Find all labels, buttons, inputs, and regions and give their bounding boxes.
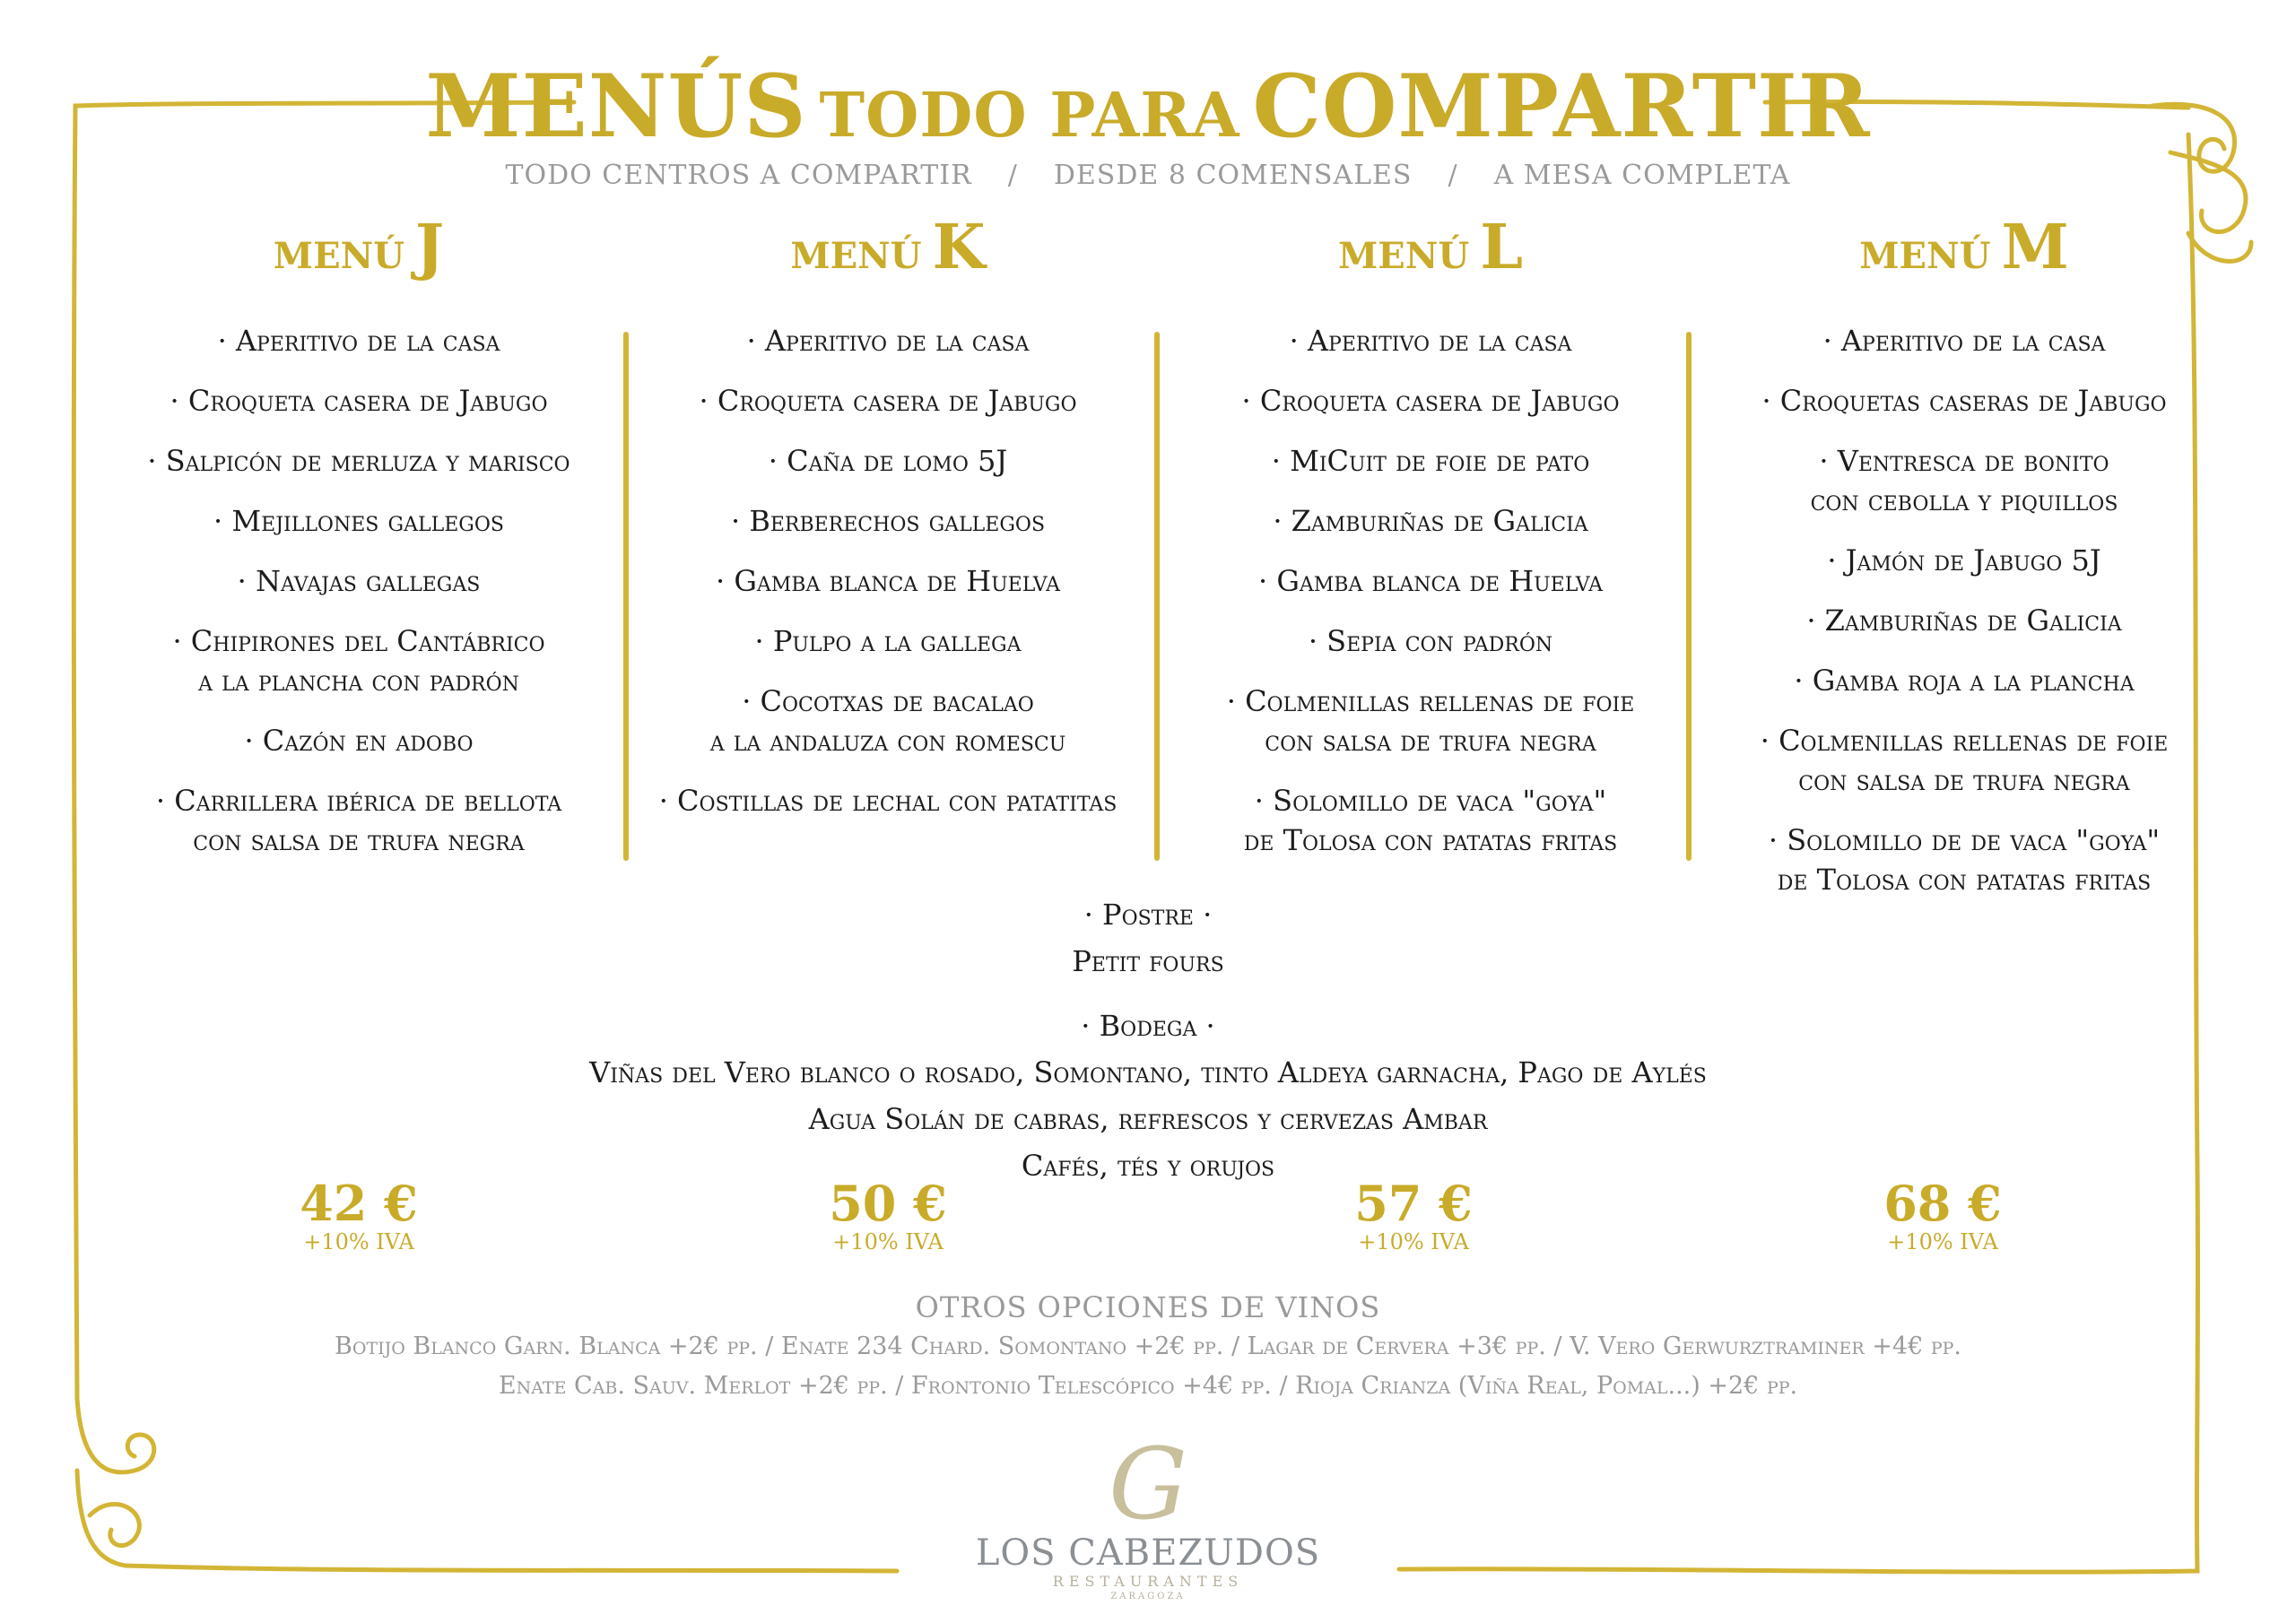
bodega-section <box>0 1002 2296 1189</box>
bodega-line: Viñas del Vero blanco o rosado, Somontano, tinto Aldeya garnacha, Pago de Aylés <box>589 1055 1707 1089</box>
menu-items-k <box>637 321 1139 841</box>
price-menu-l <box>1279 1176 1548 1254</box>
menu-item: · Gamba roja a la plancha <box>1794 664 2135 698</box>
title-compartir: COMPARTIR <box>1252 56 1871 157</box>
column-divider <box>1686 332 1692 861</box>
menu-item: · Cocotxas de bacalao a la andaluza con romescu <box>709 684 1066 758</box>
dessert-section <box>0 891 2296 985</box>
menu-title-word: MENÚ <box>1337 235 1470 277</box>
subtitle-separator: / <box>1007 160 1018 191</box>
dessert-text: Petit fours <box>1072 944 1224 978</box>
menu-item: · Salpicón de merluza y marisco <box>147 444 570 478</box>
menu-item: · Solomillo de vaca "goya" de Tolosa con patatas fritas <box>1243 784 1618 857</box>
menu-item: · Aperitivo de la casa <box>1289 324 1572 358</box>
menu-item: · Colmenillas rellenas de foie con salsa de trufa negra <box>1760 724 2169 797</box>
price-menu-m <box>1808 1176 2077 1254</box>
column-divider <box>623 332 629 861</box>
price-amount: 42 € <box>300 1175 418 1232</box>
subtitle-item: DESDE 8 COMENSALES <box>1053 160 1413 191</box>
menu-item: · Aperitivo de la casa <box>1822 324 2106 358</box>
menu-item: · Caña de lomo 5J <box>768 444 1008 478</box>
price-menu-k <box>753 1176 1022 1254</box>
menu-item: · Solomillo de de vaca "goya" de Tolosa con patatas fritas <box>1768 823 2161 897</box>
menu-item: · Jamón de Jabugo 5J <box>1827 543 2101 577</box>
menu-title-word: MENÚ <box>790 235 922 277</box>
menu-item: · Croqueta casera de Jabugo <box>1241 384 1620 418</box>
menu-item: · Cazón en adobo <box>244 724 474 758</box>
title-todo-para: TODO PARA <box>819 80 1240 152</box>
menu-title-l <box>1179 212 1682 283</box>
menu-title-letter: M <box>2001 212 2069 283</box>
menu-title-k <box>637 212 1139 283</box>
menu-title-word: MENÚ <box>273 235 405 277</box>
menu-title-letter: L <box>1480 212 1524 283</box>
restaurant-logo <box>969 1427 1327 1603</box>
menu-title-letter: K <box>932 212 986 283</box>
subtitle-item: A MESA COMPLETA <box>1493 160 1791 191</box>
menu-item: · Berberechos gallegos <box>730 504 1046 538</box>
price-menu-j <box>224 1176 493 1254</box>
menu-item: · Croqueta casera de Jabugo <box>699 384 1077 418</box>
page-title <box>0 56 2296 157</box>
menu-item: · Zamburiñas de Galicia <box>1273 504 1588 538</box>
other-wines-line: Botijo Blanco Garn. Blanca +2€ pp. / Enate 234 Chard. Somontano +2€ pp. / Lagar de Cervera +3€ pp. / V. Vero Gerwurztraminer +4€ pp. <box>335 1332 1961 1360</box>
menu-item: · Gamba blanca de Huelva <box>1257 564 1603 598</box>
price-tax: +10% IVA <box>832 1229 944 1254</box>
subtitle-separator: / <box>1448 160 1458 191</box>
price-tax: +10% IVA <box>1358 1229 1469 1254</box>
title-menus: MENÚS <box>425 56 807 157</box>
menu-item: · Colmenillas rellenas de foie con salsa de trufa negra <box>1226 684 1635 758</box>
page-subtitle <box>0 160 2296 191</box>
dessert-heading: · Postre · <box>1083 898 1213 932</box>
other-wines-heading: OTROS OPCIONES DE VINOS <box>915 1290 1381 1324</box>
price-tax: +10% IVA <box>1887 1229 1998 1254</box>
menu-title-j <box>108 212 610 283</box>
menu-item: · MiCuit de foie de pato <box>1271 444 1590 478</box>
menu-item: · Ventresca de bonito con cebolla y piquillos <box>1810 444 2118 517</box>
price-amount: 57 € <box>1354 1175 1473 1232</box>
bodega-line: Cafés, tés y orujos <box>1021 1149 1275 1183</box>
menu-item: · Zamburiñas de Galicia <box>1806 603 2122 638</box>
logo-monogram: G <box>1109 1427 1187 1541</box>
logo-subtitle: RESTAURANTES <box>1052 1573 1244 1590</box>
menu-items-j <box>108 321 610 881</box>
menu-items-l <box>1179 321 1682 881</box>
menu-items-m <box>1713 321 2215 920</box>
menu-item: · Croqueta casera de Jabugo <box>170 384 548 418</box>
menu-item: · Navajas gallegas <box>237 564 481 598</box>
price-tax: +10% IVA <box>303 1229 414 1254</box>
menu-item: · Pulpo a la gallega <box>754 624 1022 658</box>
price-amount: 50 € <box>829 1175 947 1232</box>
other-wines-line: Enate Cab. Sauv. Merlot +2€ pp. / Frontonio Telescópico +4€ pp. / Rioja Crianza (Viña Real, Pomal...) +2€ pp. <box>498 1372 1798 1400</box>
menu-item: · Gamba blanca de Huelva <box>715 564 1060 598</box>
other-wines-section <box>0 1288 2296 1406</box>
menu-title-word: MENÚ <box>1859 235 1991 277</box>
menu-item: · Mejillones gallegos <box>213 504 504 538</box>
logo-name: LOS CABEZUDOS <box>975 1532 1321 1574</box>
menu-item: · Carrillera ibérica de bellota con salsa de trufa negra <box>155 784 562 857</box>
bodega-line: Agua Solán de cabras, refrescos y cervezas Ambar <box>808 1102 1488 1136</box>
menu-item: · Sepia con padrón <box>1308 624 1553 658</box>
menu-item: · Costillas de lechal con patatitas <box>658 784 1118 818</box>
menu-item: · Croquetas caseras de Jabugo <box>1761 384 2167 418</box>
logo-city: ZARAGOZA <box>1110 1592 1186 1601</box>
price-amount: 68 € <box>1883 1175 2002 1232</box>
column-divider <box>1154 332 1160 861</box>
bodega-heading: · Bodega · <box>1081 1009 1215 1043</box>
menu-title-letter: J <box>415 212 445 283</box>
menu-title-m <box>1713 212 2215 283</box>
menu-item: · Aperitivo de la casa <box>746 324 1030 358</box>
menu-item: · Aperitivo de la casa <box>217 324 500 358</box>
menu-item: · Chipirones del Cantábrico a la plancha con padrón <box>172 624 545 698</box>
subtitle-item: TODO CENTROS A COMPARTIR <box>505 160 972 191</box>
